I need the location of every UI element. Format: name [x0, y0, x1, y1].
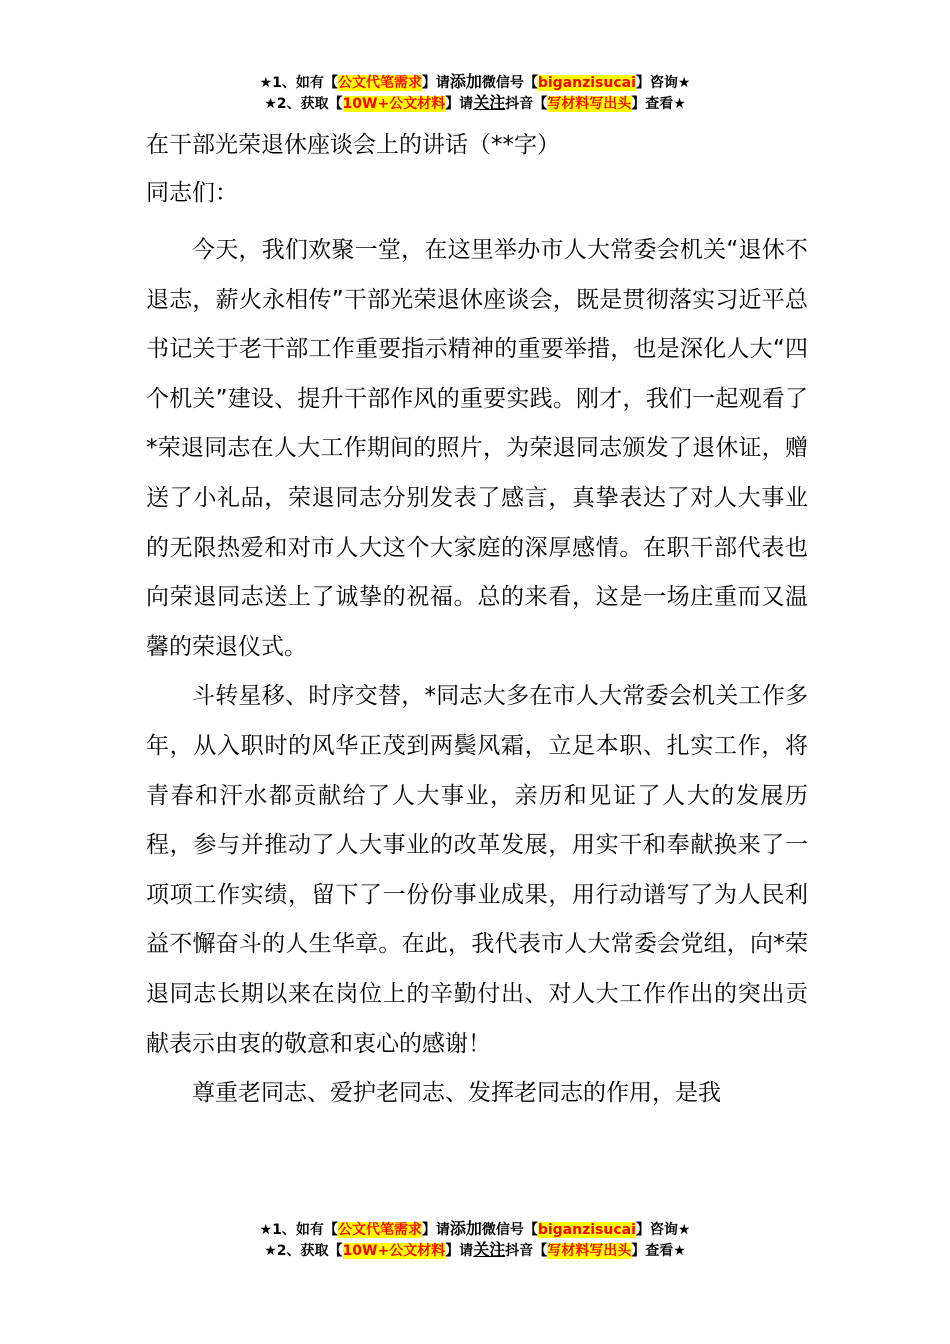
banner-highlight: 公文代笔需求 [337, 1222, 422, 1238]
banner-text: ★1、如有【 [259, 75, 338, 91]
banner-text: 微信号【 [481, 75, 538, 91]
banner-line-2 [0, 1240, 950, 1261]
document-body [146, 226, 808, 1119]
banner-text: 】咨询★ [635, 1222, 691, 1238]
banner-text: 】请 [445, 96, 474, 112]
banner-text: 】查看★ [631, 96, 686, 112]
banner-highlight: 10W+公文材料 [342, 96, 446, 112]
banner-emphasis: 关注 [473, 93, 506, 112]
footer-banner [0, 1219, 950, 1261]
banner-text: 】查看★ [631, 1243, 686, 1259]
header-banner [0, 72, 950, 114]
paragraph: 今天，我们欢聚一堂，在这里举办市人大常委会机关“退休不退志，薪火永相传”干部光荣退休座谈会，既是贯彻落实习近平总书记关于老干部工作重要指示精神的重要举措，也是深化人大“四个机关”建设、提升干部作风的重要实践。刚才，我们一起观看了*荣退同志在人大工作期间的照片，为荣退同志颁发了退休证，赠送了小礼品，荣退同志分别发表了感言，真挚表达了对人大事业的无限热爱和对市人大这个大家庭的深厚感情。在职干部代表也向荣退同志送上了诚挚的祝福。总的来看，这是一场庄重而又温馨的荣退仪式。 [146, 237, 808, 660]
banner-text: 】请 [421, 1222, 450, 1238]
banner-emphasis: 添加 [449, 1219, 482, 1238]
banner-highlight: biganzisucai [537, 75, 636, 91]
banner-text: 微信号【 [481, 1222, 538, 1238]
banner-highlight: biganzisucai [537, 1222, 636, 1238]
banner-text: 】咨询★ [635, 75, 691, 91]
banner-line-1 [0, 72, 950, 93]
banner-emphasis: 添加 [449, 72, 482, 91]
banner-text: ★2、获取【 [264, 96, 343, 112]
banner-highlight: 写材料写出头 [547, 1243, 632, 1259]
banner-line-1 [0, 1219, 950, 1240]
banner-text: 抖音【 [505, 96, 548, 112]
banner-text: ★1、如有【 [259, 1222, 338, 1238]
paragraph: 斗转星移、时序交替，*同志大多在市人大常委会机关工作多年，从入职时的风华正茂到两鬓风霜，立足本职、扎实工作，将青春和汗水都贡献给了人大事业，亲历和见证了人大的发展历程，参与并推动了人大事业的改革发展，用实干和奉献换来了一项项工作实绩，留下了一份份事业成果，用行动谱写了为人民利益不懈奋斗的人生华章。在此，我代表市人大常委会党组，向*荣退同志长期以来在岗位上的辛勤付出、对人大工作作出的突出贡献表示由衷的敬意和衷心的感谢！ [146, 683, 808, 1057]
banner-highlight: 10W+公文材料 [342, 1243, 446, 1259]
paragraph: 尊重老同志、爱护老同志、发挥老同志的作用，是我 [192, 1080, 721, 1107]
document-title: 在干部光荣退休座谈会上的讲话（**字） [146, 132, 560, 158]
banner-emphasis: 关注 [473, 1240, 506, 1259]
greeting: 同志们： [146, 180, 238, 206]
banner-highlight: 公文代笔需求 [337, 75, 422, 91]
banner-text: 】请 [445, 1243, 474, 1259]
banner-text: 抖音【 [505, 1243, 548, 1259]
banner-line-2 [0, 93, 950, 114]
banner-text: ★2、获取【 [264, 1243, 343, 1259]
banner-highlight: 写材料写出头 [547, 96, 632, 112]
banner-text: 】请 [421, 75, 450, 91]
